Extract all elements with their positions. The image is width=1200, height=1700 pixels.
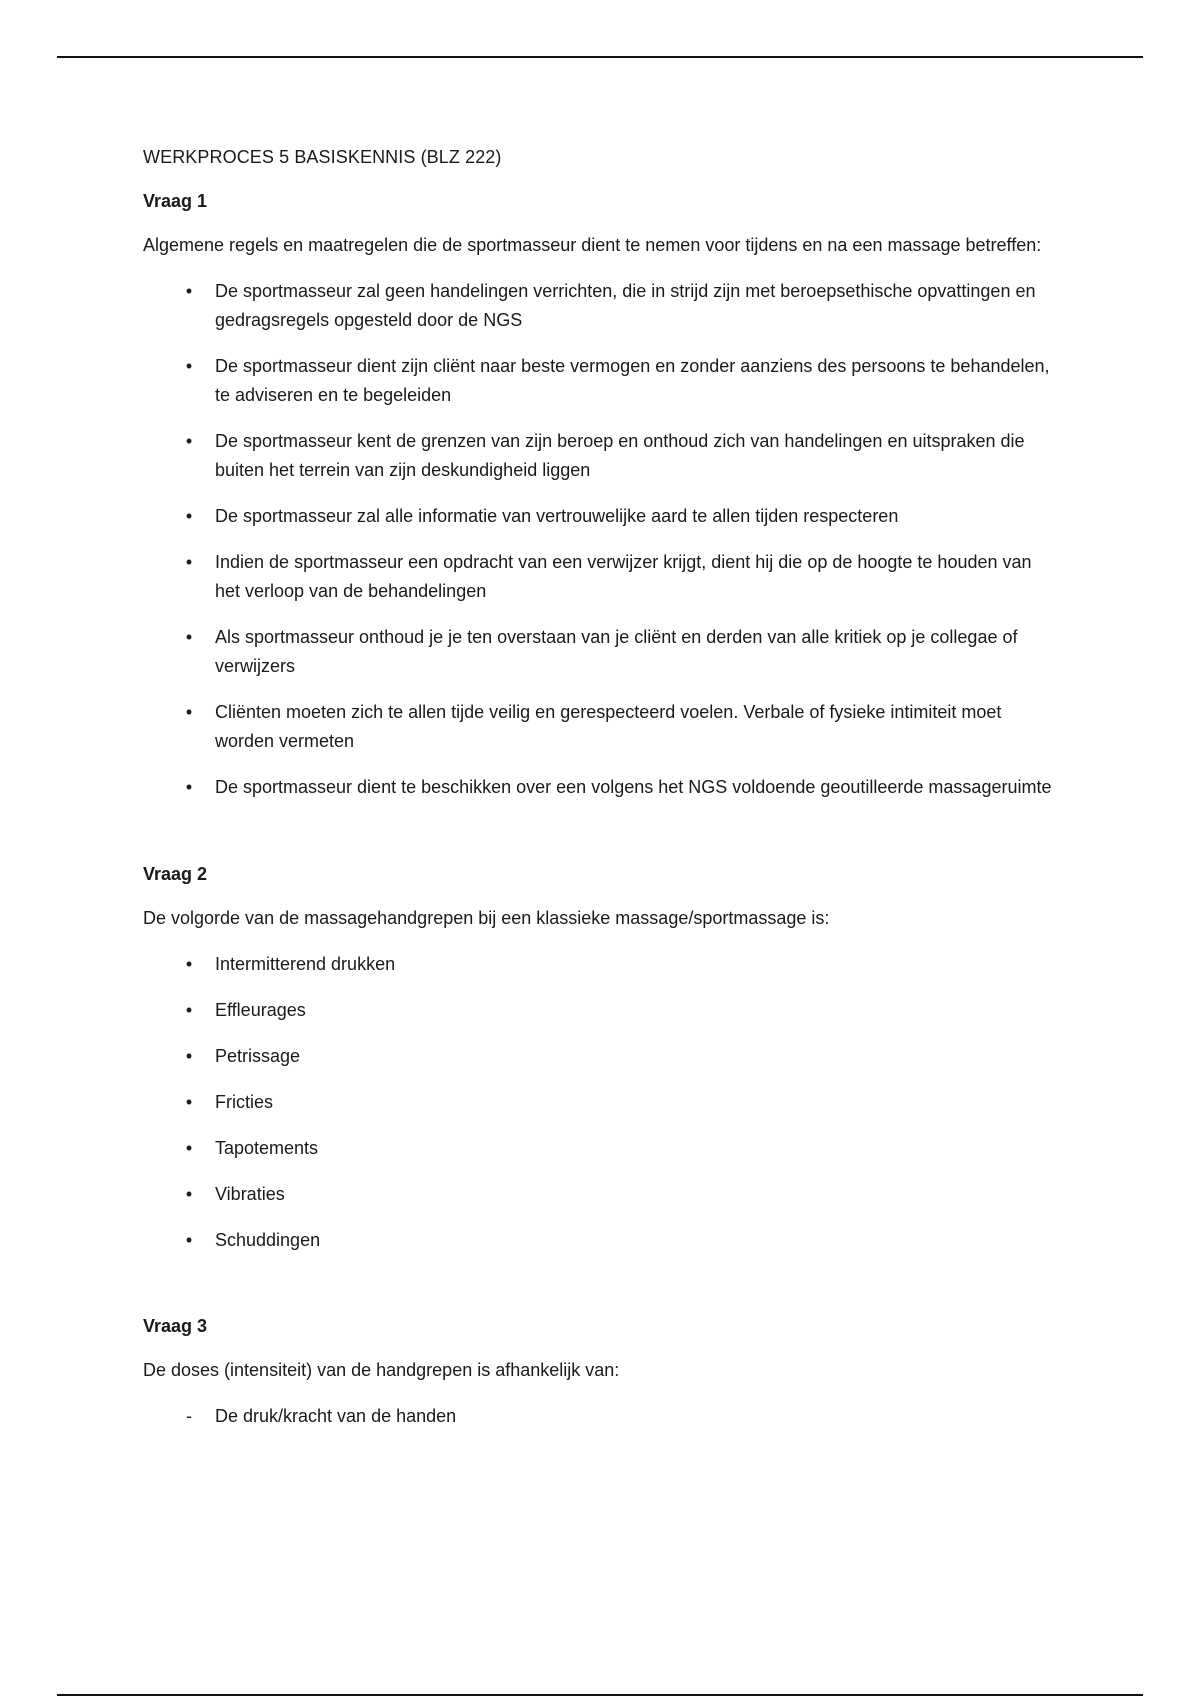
bullet-marker: • xyxy=(185,1092,193,1112)
bullet-list-vraag-2 xyxy=(143,950,1053,1255)
list-item xyxy=(143,1226,1053,1255)
bullet-marker: • xyxy=(185,1184,193,1204)
bullet-marker: • xyxy=(185,356,193,376)
list-item-text: De sportmasseur dient te beschikken over een volgens het NGS voldoende geoutilleerde massageruimte xyxy=(215,777,1052,797)
document-title: WERKPROCES 5 BASISKENNIS (BLZ 222) xyxy=(143,147,502,167)
section-heading-vraag-2: Vraag 2 xyxy=(143,864,208,884)
bullet-marker: • xyxy=(185,627,193,647)
list-item xyxy=(143,352,1053,410)
list-item xyxy=(143,1402,1053,1431)
bullet-marker: • xyxy=(185,1230,193,1250)
list-item xyxy=(143,623,1053,681)
section-intro-vraag-2: De volgorde van de massagehandgrepen bij een klassieke massage/sportmassage is: xyxy=(143,908,830,928)
list-item-text: Schuddingen xyxy=(215,1230,321,1250)
list-item-text: Effleurages xyxy=(215,1000,306,1020)
list-item-text: De sportmasseur kent de grenzen van zijn beroep en onthoud zich van handelingen en uitspraken die buiten het terrein van zijn deskundigheid liggen xyxy=(215,431,1025,480)
list-item xyxy=(143,1042,1053,1071)
bullet-marker: • xyxy=(185,431,193,451)
list-item-text: Vibraties xyxy=(215,1184,285,1204)
bullet-marker: • xyxy=(185,1046,193,1066)
list-item-text: Fricties xyxy=(215,1092,273,1112)
list-item-text: Tapotements xyxy=(215,1138,319,1158)
list-item xyxy=(143,996,1053,1025)
list-item xyxy=(143,502,1053,531)
section-heading-vraag-1: Vraag 1 xyxy=(143,191,208,211)
bullet-marker: • xyxy=(185,777,193,797)
dash-marker: - xyxy=(186,1406,192,1426)
bottom-divider xyxy=(57,1694,1143,1696)
list-item xyxy=(143,698,1053,756)
bullet-list-vraag-1 xyxy=(143,277,1053,802)
list-item-text: Petrissage xyxy=(215,1046,301,1066)
bullet-marker: • xyxy=(185,552,193,572)
list-item xyxy=(143,950,1053,979)
list-item xyxy=(143,773,1053,802)
dash-list-vraag-3 xyxy=(143,1402,1053,1431)
bullet-marker: • xyxy=(185,1138,193,1158)
bullet-marker: • xyxy=(185,1000,193,1020)
list-item-text: De sportmasseur dient zijn cliënt naar beste vermogen en zonder aanziens des persoons te behandelen, te adviseren en te begeleiden xyxy=(215,356,1050,405)
list-item xyxy=(143,1134,1053,1163)
list-item-text: Als sportmasseur onthoud je je ten overstaan van je cliënt en derden van alle kritiek op je collegae of verwijzers xyxy=(215,627,1018,676)
list-item-text: De druk/kracht van de handen xyxy=(215,1406,457,1426)
section-intro-vraag-1: Algemene regels en maatregelen die de sportmasseur dient te nemen voor tijdens en na een massage betreffen: xyxy=(143,235,1042,255)
list-item-text: Indien de sportmasseur een opdracht van een verwijzer krijgt, dient hij die op de hoogte te houden van het verloop van de behandelingen xyxy=(215,552,1032,601)
list-item-text: Cliënten moeten zich te allen tijde veilig en gerespecteerd voelen. Verbale of fysieke intimiteit moet worden vermeten xyxy=(215,702,1002,751)
list-item xyxy=(143,548,1053,606)
bullet-marker: • xyxy=(185,281,193,301)
document-body xyxy=(143,143,1053,1448)
list-item-text: Intermitterend drukken xyxy=(215,954,396,974)
bullet-marker: • xyxy=(185,702,193,722)
list-item-text: De sportmasseur zal alle informatie van vertrouwelijke aard te allen tijden respecteren xyxy=(215,506,899,526)
bullet-marker: • xyxy=(185,506,193,526)
section-heading-vraag-3: Vraag 3 xyxy=(143,1316,208,1336)
top-divider xyxy=(57,56,1143,58)
list-item xyxy=(143,277,1053,335)
bullet-marker: • xyxy=(185,954,193,974)
list-item xyxy=(143,427,1053,485)
list-item xyxy=(143,1180,1053,1209)
section-intro-vraag-3: De doses (intensiteit) van de handgrepen is afhankelijk van: xyxy=(143,1360,620,1380)
list-item-text: De sportmasseur zal geen handelingen verrichten, die in strijd zijn met beroepsethische opvattingen en gedragsregels opgesteld door de NGS xyxy=(215,281,1036,330)
list-item xyxy=(143,1088,1053,1117)
